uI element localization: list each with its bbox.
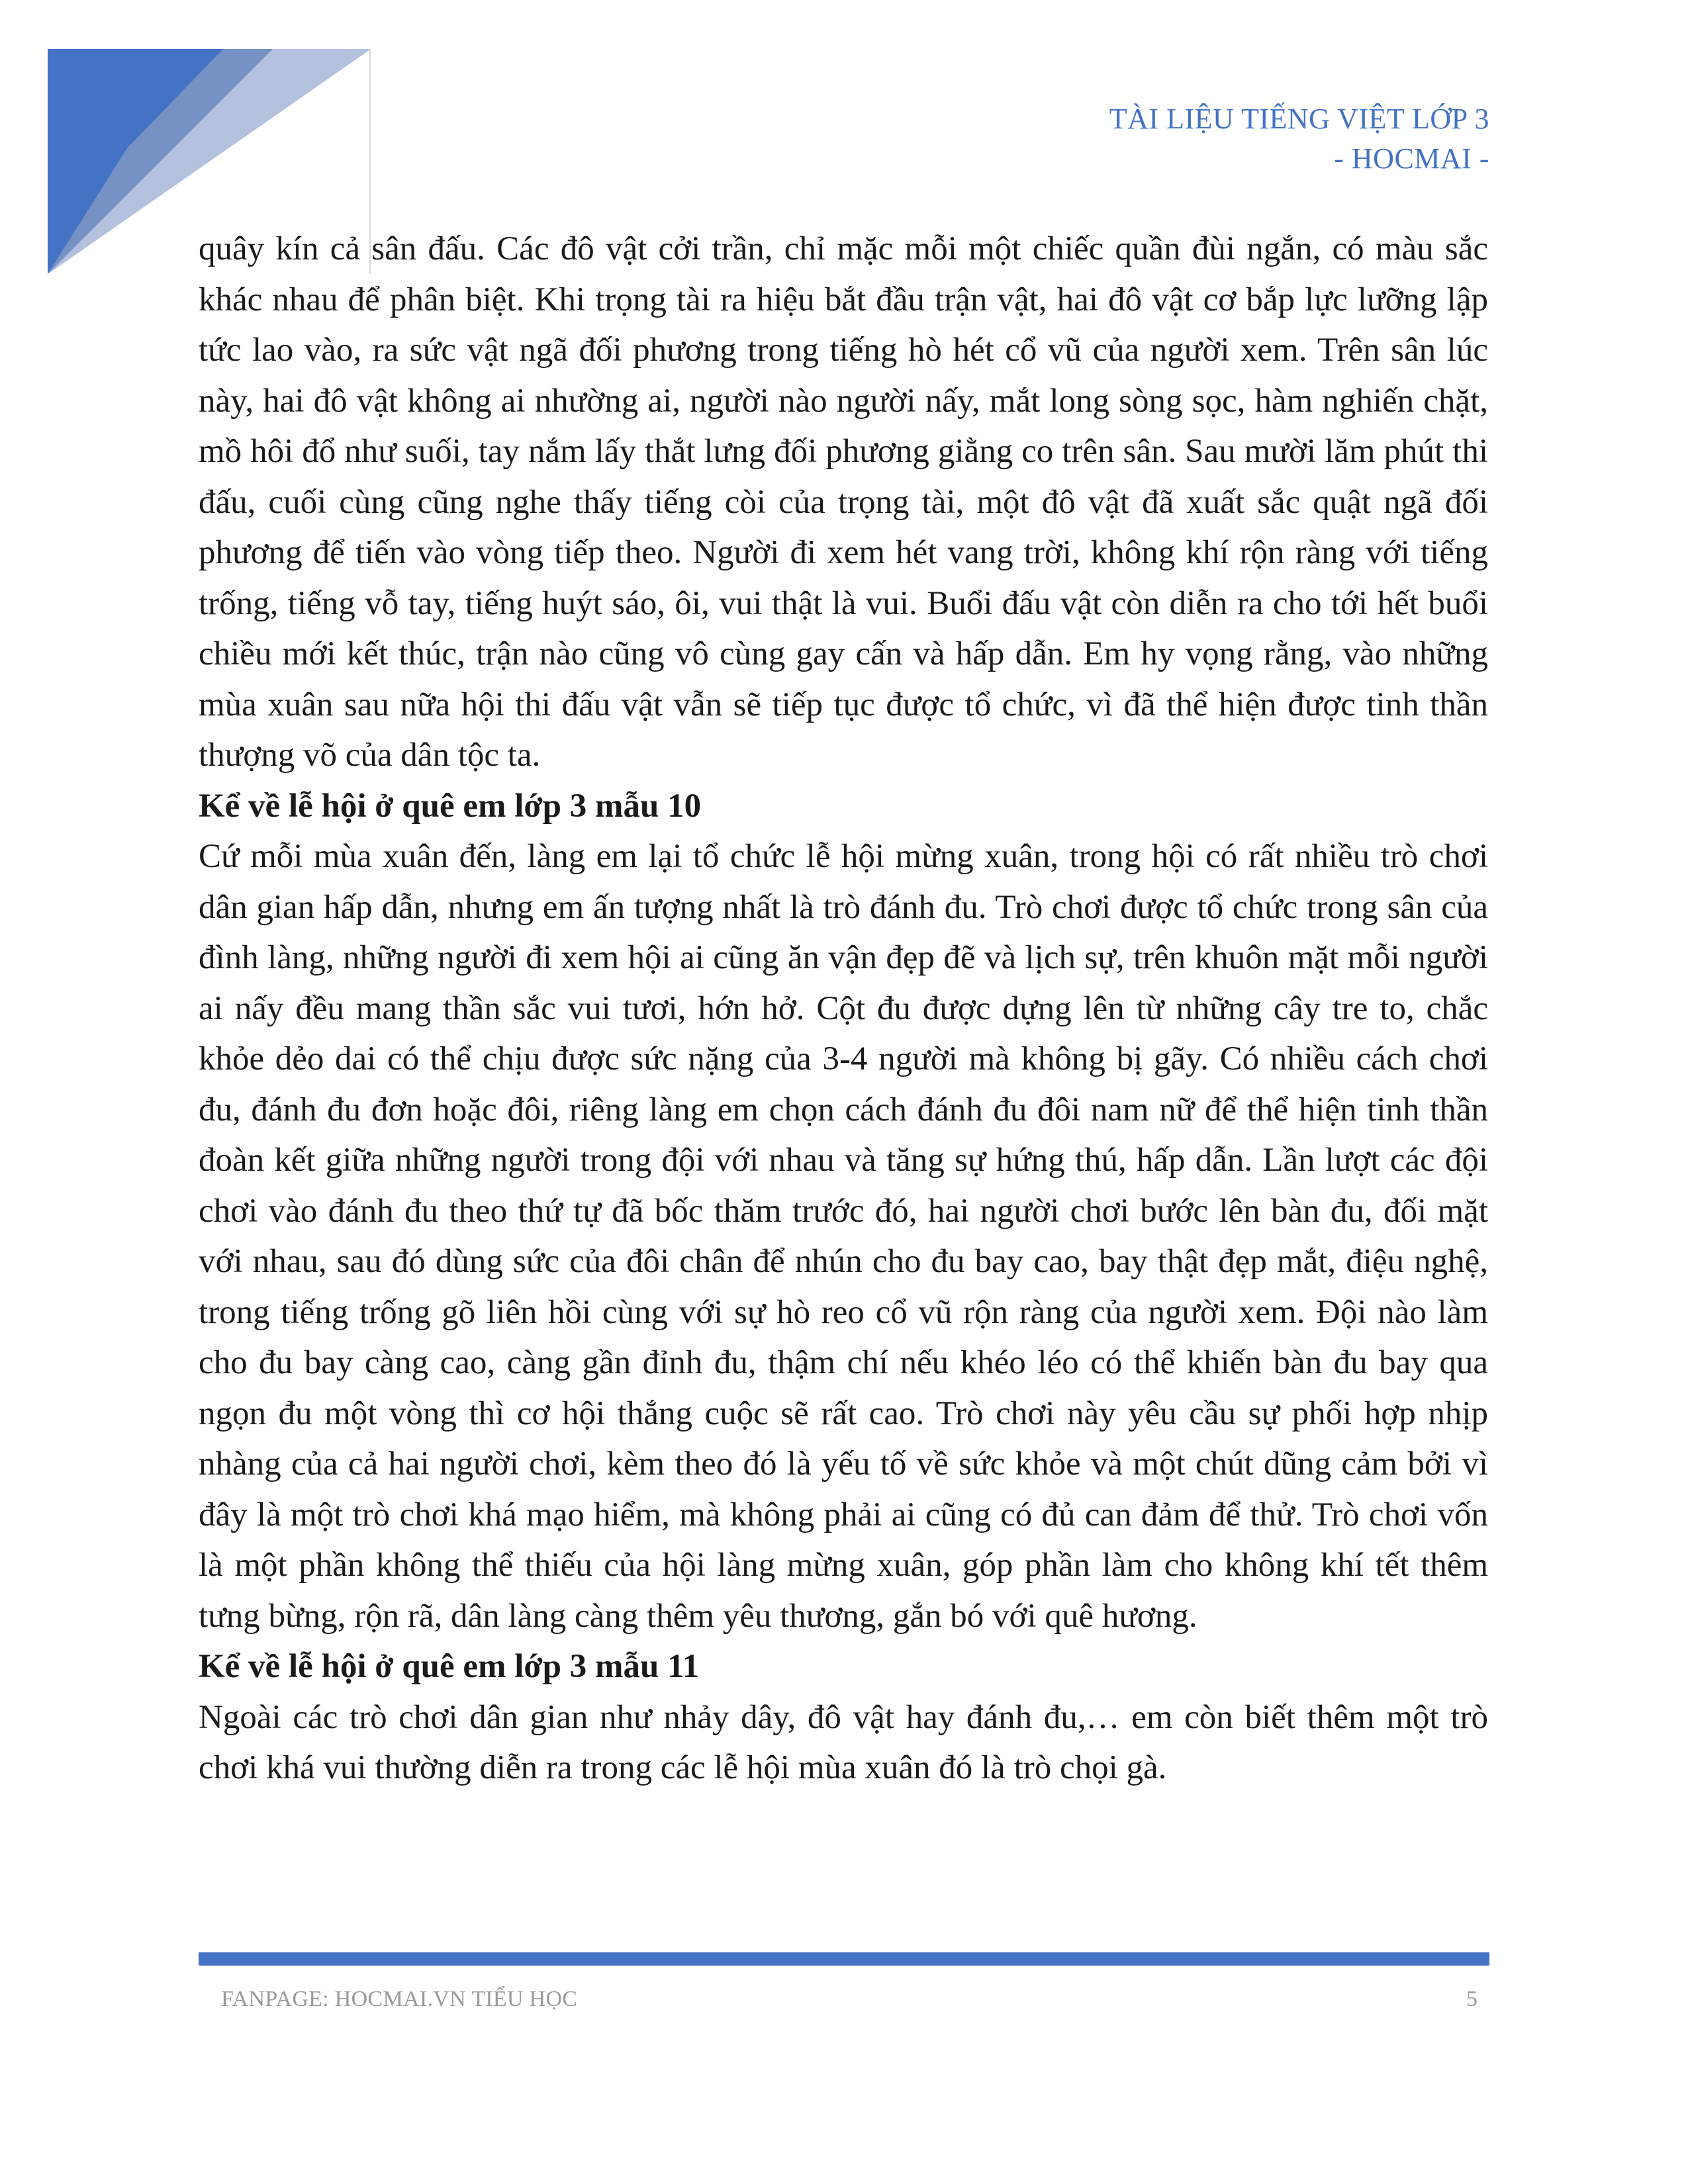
footer-fanpage: FANPAGE: HOCMAI.VN TIỂU HỌC — [221, 1987, 578, 2011]
header-subtitle: - HOCMAI - — [1334, 142, 1489, 175]
footer-divider — [199, 1952, 1489, 1966]
paragraph-2: Cứ mỗi mùa xuân đến, làng em lại tổ chức lễ hội mừng xuân, trong hội có rất nhiều trò chơi dân gian hấp dẫn, nhưng em ấn tượng nhất là trò đánh đu. Trò chơi được tổ chức trong sân của đình làng, những người đi xem hội ai cũng ăn vận đẹp đẽ và lịch sự, trên khuôn mặt mỗi người ai nấy đều mang thần sắc vui tươi, hớn hở. Cột đu được dựng lên từ những cây tre to, chắc khỏe dẻo dai có thể chịu được sức nặng của 3-4 người mà không bị gãy. Có nhiều cách chơi đu, đánh đu đơn hoặc đôi, riêng làng em chọn cách đánh đu đôi nam nữ để thể hiện tinh thần đoàn kết giữa những người trong đội với nhau và tăng sự hứng thú, hấp dẫn. Lần lượt các đội chơi vào đánh đu theo thứ tự đã bốc thăm trước đó, hai người chơi bước lên bàn đu, đối mặt với nhau, sau đó dùng sức của đôi chân để nhún cho đu bay cao, bay thật đẹp mắt, điệu nghệ, trong tiếng trống gõ liên hồi cùng với sự hò reo cổ vũ rộn ràng của người xem. Đội nào làm cho đu bay càng cao, càng gần đỉnh đu, thậm chí nếu khéo léo có thể khiến bàn đu bay qua ngọn đu một vòng thì cơ hội thắng cuộc sẽ rất cao. Trò chơi này yêu cầu sự phối hợp nhịp nhàng của cả hai người chơi, kèm theo đó là yếu tố về sức khỏe và một chút dũng cảm bởi vì đây là một trò chơi khá mạo hiểm, mà không phải ai cũng có đủ can đảm để thử. Trò chơi vốn là một phần không thể thiếu của hội làng mừng xuân, góp phần làm cho không khí tết thêm tưng bừng, rộn rã, dân làng càng thêm yêu thương, gắn bó với quê hương. — [199, 838, 1488, 1635]
section-heading-10: Kể về lễ hội ở quê em lớp 3 mẫu 10 — [199, 787, 702, 825]
header-title: TÀI LIỆU TIẾNG VIỆT LỚP 3 — [1109, 103, 1489, 135]
document-body — [199, 224, 1488, 1794]
paragraph-1: quây kín cả sân đấu. Các đô vật cởi trần, chỉ mặc mỗi một chiếc quần đùi ngắn, có màu sắc khác nhau để phân biệt. Khi trọng tài ra hiệu bắt đầu trận vật, hai đô vật cơ bắp lực lưỡng lập tức lao vào, ra sức vật ngã đối phương trong tiếng hò hét cổ vũ của người xem. Trên sân lúc này, hai đô vật không ai nhường ai, người nào người nấy, mắt long sòng sọc, hàm nghiến chặt, mồ hôi đổ như suối, tay nắm lấy thắt lưng đối phương giằng co trên sân. Sau mười lăm phút thi đấu, cuối cùng cũng nghe thấy tiếng còi của trọng tài, một đô vật đã xuất sắc quật ngã đối phương để tiến vào vòng tiếp theo. Người đi xem hét vang trời, không khí rộn ràng với tiếng trống, tiếng vỗ tay, tiếng huýt sáo, ôi, vui thật là vui. Buổi đấu vật còn diễn ra cho tới hết buổi chiều mới kết thúc, trận nào cũng vô cùng gay cấn và hấp dẫn. Em hy vọng rằng, vào những mùa xuân sau nữa hội thi đấu vật vẫn sẽ tiếp tục được tổ chức, vì đã thể hiện được tinh thần thượng võ của dân tộc ta. — [199, 230, 1488, 774]
section-heading-11: Kể về lễ hội ở quê em lớp 3 mẫu 11 — [199, 1648, 700, 1685]
page-header — [1109, 99, 1489, 179]
page-number: 5 — [1466, 1987, 1477, 2011]
paragraph-3: Ngoài các trò chơi dân gian như nhảy dây, đô vật hay đánh đu,… em còn biết thêm một trò chơi khá vui thường diễn ra trong các lễ hội mùa xuân đó là trò chọi gà. — [199, 1698, 1488, 1786]
